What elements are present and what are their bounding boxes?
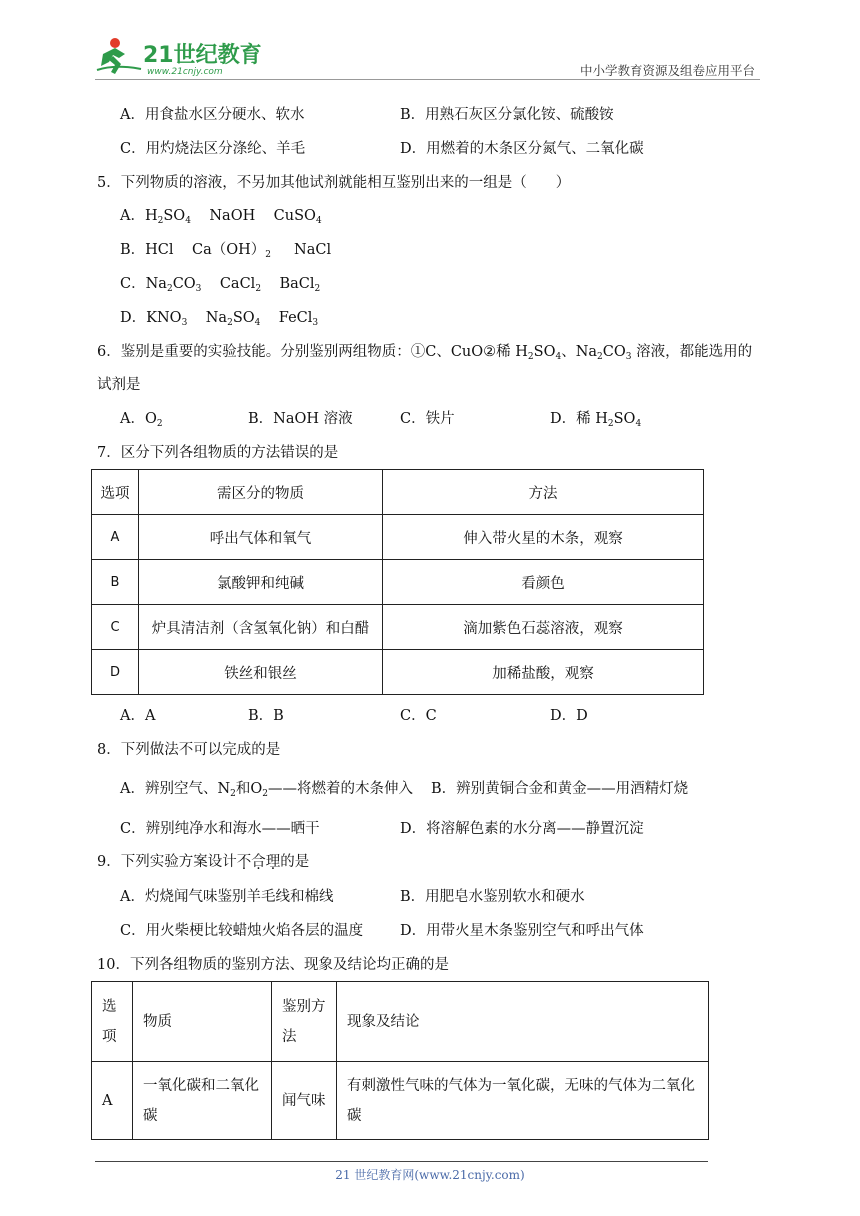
svg-text:21世纪教育: 21世纪教育 (143, 43, 262, 68)
header-divider (95, 79, 760, 80)
table-cell: 铁丝和银丝 (139, 650, 383, 695)
q5-option-b: B．HCl $Ca(OH)_2$ NaCl (120, 242, 332, 260)
site-logo (95, 36, 270, 78)
q5-option-a: A．$H_2SO_4$ NaOH CuSO$_4$ (120, 208, 322, 226)
table-header-row (92, 470, 704, 515)
table-cell: B (92, 560, 139, 605)
platform-title: 中小学教育资源及组卷应用平台 (579, 63, 755, 78)
q4-option-c: C．用灼烧法区分涤纶、羊毛 (120, 141, 306, 157)
q10-table (91, 981, 709, 1140)
table-cell: 炉具清洁剂（含氢氧化钠）和白醋 (139, 605, 383, 650)
table-cell: 加稀盐酸，观察 (383, 650, 704, 695)
q7-stem: 7．区分下列各组物质的方法错误的是 (97, 445, 339, 461)
table-cell: A (92, 1062, 133, 1140)
q8-option-c: C．辨别纯净水和海水——晒干 (120, 821, 320, 837)
q8-option-b: B．辨别黄铜合金和黄金——用酒精灯烧 (431, 781, 689, 797)
q9-option-a: A．灼烧闻气味鉴别羊毛线和棉线 (120, 889, 334, 905)
table-cell: 有刺激性气味的气体为一氧化碳，无味的气体为二氧化碳 (337, 1062, 709, 1140)
table-header-cell: 选项 (92, 982, 133, 1062)
q6-option-c: C．铁片 (400, 411, 455, 427)
table-cell: 看颜色 (383, 560, 704, 605)
q6-option-d: D．稀 $H_2SO_4$ (550, 411, 642, 429)
q9-option-d: D．用带火星木条鉴别空气和呼出气体 (400, 923, 644, 939)
q8-stem: 8．下列做法不可以完成的是 (97, 742, 281, 758)
q6-stem-line2: 试剂是 (97, 377, 141, 393)
footer-divider (95, 1161, 708, 1162)
table-cell: 氯酸钾和纯碱 (139, 560, 383, 605)
table-cell: A (92, 515, 139, 560)
table-cell: 伸入带火星的木条，观察 (383, 515, 704, 560)
table-header-cell: 鉴别方法 (272, 982, 337, 1062)
emphasis-dot: 合 (251, 854, 266, 870)
table-header-cell: 现象及结论 (337, 982, 709, 1062)
q6-stem-line1: 6．鉴别是重要的实验技能。分别鉴别两组物质：①C、CuO②稀 $H_2SO_4$、$Na_2CO_3$ 溶液，都能选用的 (97, 344, 753, 362)
table-cell: 一氧化碳和二氧化碳 (133, 1062, 272, 1140)
table-header-cell: 需区分的物质 (139, 470, 383, 515)
q5-stem: 5．下列物质的溶液，不另加其他试剂就能相互鉴别出来的一组是（ ） (97, 175, 571, 191)
q7-table (91, 469, 704, 695)
emphasis-dot: 理 (265, 854, 281, 870)
table-cell: 闻气味 (272, 1062, 337, 1140)
table-cell: D (92, 650, 139, 695)
table-header-cell: 选项 (92, 470, 139, 515)
table-row (92, 605, 704, 650)
runner-logo-icon (95, 36, 270, 78)
q9-option-c: C．用火柴梗比较蜡烛火焰各层的温度 (120, 923, 364, 939)
q4-option-a: A．用食盐水区分硬水、软水 (120, 107, 305, 123)
table-row (92, 560, 704, 605)
table-row (92, 1062, 709, 1140)
q10-stem: 10．下列各组物质的鉴别方法、现象及结论均正确的是 (97, 957, 449, 973)
q4-option-d: D．用燃着的木条区分氮气、二氧化碳 (400, 141, 644, 157)
q5-option-c: C．$Na_2CO_3$ CaCl$_2$ BaCl$_2$ (120, 276, 321, 294)
q6-option-b: B．NaOH 溶液 (248, 411, 353, 427)
q7-option-a: A．A (120, 708, 156, 724)
q8-option-a: A．辨别空气、$N_2$和$O_2——$将燃着的木条伸入 (120, 781, 414, 799)
q7-option-b: B．B (248, 708, 284, 724)
q7-option-d: D．D (550, 708, 588, 724)
q7-option-c: C．C (400, 708, 437, 724)
emphasis-dot: 不 (236, 854, 252, 870)
q8-option-d: D．将溶解色素的水分离——静置沉淀 (400, 821, 644, 837)
table-header-cell: 方法 (383, 470, 704, 515)
q9-stem: 9．下列实验方案设计不合理的是 (97, 854, 310, 870)
footer-link[interactable]: 21 世纪教育网(www.21cnjy.com) (335, 1168, 525, 1182)
table-row (92, 515, 704, 560)
q9-option-b: B．用肥皂水鉴别软水和硬水 (400, 889, 585, 905)
table-cell: 呼出气体和氧气 (139, 515, 383, 560)
q5-option-d: D．$KNO_3$ $Na_2SO_4$ FeCl$_3$ (120, 310, 319, 328)
svg-text:www.21cnjy.com: www.21cnjy.com (147, 67, 223, 77)
table-cell: 滴加紫色石蕊溶液，观察 (383, 605, 704, 650)
table-header-cell: 物质 (133, 982, 272, 1062)
table-row (92, 650, 704, 695)
q6-option-a: A．$O_2$ (120, 411, 163, 429)
table-cell: C (92, 605, 139, 650)
table-header-row (92, 982, 709, 1062)
q4-option-b: B．用熟石灰区分氯化铵、硫酸铵 (400, 107, 614, 123)
